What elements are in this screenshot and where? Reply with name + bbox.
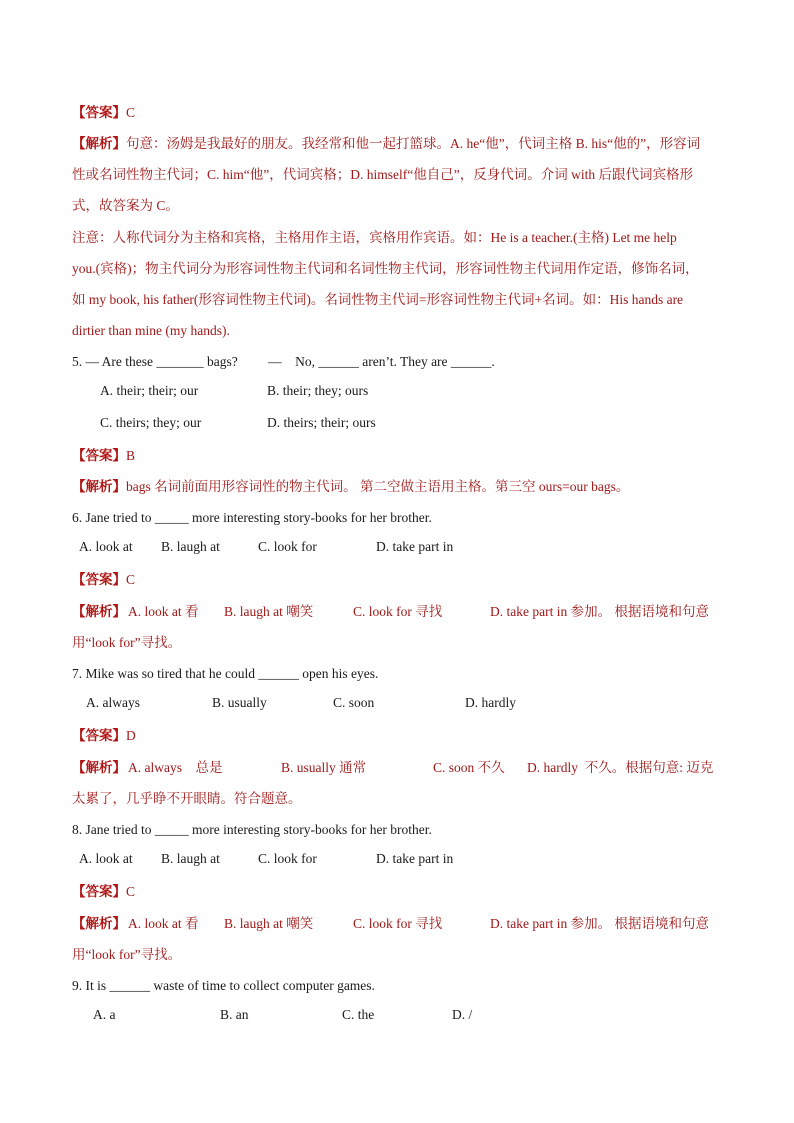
- option-b: B. their; they; ours: [267, 383, 369, 398]
- option-d: D. /: [452, 1007, 473, 1022]
- analysis-line: [72, 477, 724, 497]
- analysis-option-d: D. take part in 参加。 根据语境和句意: [490, 916, 709, 931]
- analysis-option-a: A. always 总是: [128, 760, 223, 775]
- answer-tag: 【答案】: [72, 728, 126, 743]
- analysis-text: 句意：汤姆是我最好的朋友。我经常和他一起打篮球。A. he“他”，代词主格 B. his“他的”，形容词: [126, 136, 701, 151]
- option-b: B. laugh at: [161, 539, 220, 554]
- option-c: C. look for: [258, 539, 317, 554]
- option-a: A. look at: [79, 851, 133, 866]
- analysis-tag: 【解析】: [72, 760, 126, 775]
- analysis-text: 用“look for”寻找。: [72, 947, 182, 962]
- analysis-line: [72, 134, 724, 154]
- question-stem: 8. Jane tried to _____ more interesting story-books for her brother.: [72, 822, 432, 837]
- analysis-line: [72, 914, 724, 934]
- note-text: 注意：人称代词分为主格和宾格，主格用作主语，宾格用作宾语。如：He is a teacher.(主格) Let me help: [72, 230, 677, 245]
- analysis-option-c: C. soon 不久: [433, 760, 505, 775]
- analysis-text: bags 名词前面用形容词性的物主代词。 第二空做主语用主格。第三空 ours=our bags。: [126, 479, 630, 494]
- analysis-text: 式，故答案为 C。: [72, 198, 179, 213]
- option-c: C. look for: [258, 851, 317, 866]
- answer-value: B: [126, 448, 136, 463]
- analysis-text: 用“look for”寻找。: [72, 635, 182, 650]
- answer-tag: 【答案】: [72, 572, 126, 587]
- answer-value: C: [126, 884, 136, 899]
- answer-line: [72, 446, 724, 466]
- analysis-tag: 【解析】: [72, 604, 126, 619]
- analysis-option-d: D. take part in 参加。 根据语境和句意: [490, 604, 709, 619]
- analysis-text: 太累了，几乎睁不开眼睛。符合题意。: [72, 791, 302, 806]
- answer-line: [72, 882, 724, 902]
- option-a: A. their; their; our: [100, 383, 199, 398]
- question-stem: 9. It is ______ waste of time to collect computer games.: [72, 978, 375, 993]
- answer-line: [72, 726, 724, 746]
- analysis-option-d: D. hardly 不久。根据句意: 迈克: [527, 760, 714, 775]
- question-stem: 7. Mike was so tired that he could ______ open his eyes.: [72, 666, 379, 681]
- option-d: D. take part in: [376, 539, 454, 554]
- answer-value: D: [126, 728, 136, 743]
- option-a: A. always: [86, 695, 140, 710]
- option-b: B. laugh at: [161, 851, 220, 866]
- analysis-line: [72, 758, 724, 778]
- option-d: D. take part in: [376, 851, 454, 866]
- option-c: C. soon: [333, 695, 375, 710]
- answer-line: [72, 103, 724, 123]
- analysis-tag: 【解析】: [72, 916, 126, 931]
- option-d: D. hardly: [465, 695, 516, 710]
- option-b: B. usually: [212, 695, 267, 710]
- option-a: A. look at: [79, 539, 133, 554]
- question-stem: 5. — Are these _______ bags? — No, ______ aren’t. They are ______.: [72, 354, 495, 369]
- analysis-option-a: A. look at 看: [128, 604, 199, 619]
- analysis-line: [72, 602, 724, 622]
- analysis-tag: 【解析】: [72, 136, 126, 151]
- option-b: B. an: [220, 1007, 249, 1022]
- note-text: 如 my book, his father(形容词性物主代词)。名词性物主代词=形容词性物主代词+名词。如：His hands are: [72, 292, 684, 307]
- answer-tag: 【答案】: [72, 448, 126, 463]
- analysis-option-a: A. look at 看: [128, 916, 199, 931]
- answer-value: C: [126, 105, 136, 120]
- analysis-tag: 【解析】: [72, 479, 126, 494]
- analysis-option-b: B. usually 通常: [281, 760, 367, 775]
- option-c: C. the: [342, 1007, 375, 1022]
- analysis-option-b: B. laugh at 嘲笑: [224, 604, 314, 619]
- answer-value: C: [126, 572, 136, 587]
- analysis-option-c: C. look for 寻找: [353, 604, 443, 619]
- answer-tag: 【答案】: [72, 105, 126, 120]
- option-c: C. theirs; they; our: [100, 415, 202, 430]
- option-a: A. a: [93, 1007, 116, 1022]
- note-text: you.(宾格)；物主代词分为形容词性物主代词和名词性物主代词，形容词性物主代词用作定语，修饰名词，: [72, 261, 699, 276]
- analysis-option-b: B. laugh at 嘲笑: [224, 916, 314, 931]
- answer-line: [72, 570, 724, 590]
- option-d: D. theirs; their; ours: [267, 415, 376, 430]
- note-text: dirtier than mine (my hands).: [72, 323, 230, 338]
- answer-tag: 【答案】: [72, 884, 126, 899]
- analysis-option-c: C. look for 寻找: [353, 916, 443, 931]
- question-stem: 6. Jane tried to _____ more interesting story-books for her brother.: [72, 510, 432, 525]
- analysis-text: 性或名词性物主代词；C. him“他”，代词宾格；D. himself“他自己”，反身代词。介词 with 后跟代词宾格形: [72, 167, 693, 182]
